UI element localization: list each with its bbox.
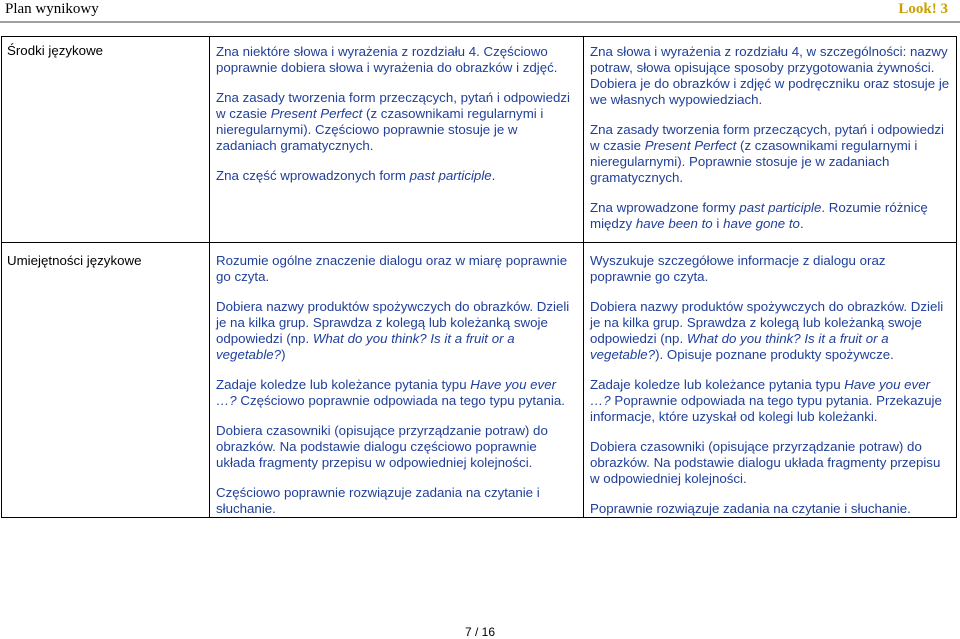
text-run: Częściowo poprawnie odpowiada na tego typu pytania.	[236, 393, 565, 408]
text-run: ). Opisuje poznane produkty spożywcze.	[655, 347, 894, 362]
text-run: )	[281, 347, 286, 362]
requirements-table	[1, 36, 957, 518]
text-run: Dobiera nazwy produktów spożywczych do obrazków. Dzieli je na kilka grup. Sprawdza z kolegą lub koleżanką swoje odpowiedzi (np.	[216, 299, 570, 346]
text-run: Zna niektóre słowa i wyrażenia z rozdziału 4. Częściowo poprawnie dobiera słowa i wyrażenia do obrazków i zdjęć.	[216, 44, 558, 75]
italic-term: Have you ever …?	[216, 377, 557, 408]
text-run: Zna zasady tworzenia form przeczących, pytań i odpowiedzi w czasie	[590, 122, 945, 153]
text-run: Zadaje koledze lub koleżance pytania typu	[590, 377, 845, 392]
italic-term: have gone to	[723, 216, 800, 231]
text-run: Wyszukuje szczegółowe informacje z dialogu oraz poprawnie go czyta.	[590, 253, 886, 284]
italic-term: Present Perfect	[644, 138, 737, 153]
requirement-text	[590, 200, 950, 232]
requirement-text	[590, 299, 950, 363]
requirement-text	[590, 439, 950, 487]
requirement-text	[590, 377, 950, 425]
text-run: i	[712, 216, 724, 231]
page-header	[0, 0, 960, 22]
text-run: Poprawnie odpowiada na tego typu pytania. Przekazuje informacje, które uzyskał od kolegi lub koleżanki.	[590, 393, 942, 424]
cell-extended-requirements	[584, 37, 957, 243]
text-run: Dobiera czasowniki (opisujące przyrządzanie potraw) do obrazków. Na podstawie dialogu układa fragmenty przepisu w odpowiedniej kolejności.	[590, 439, 941, 486]
requirement-text	[590, 253, 950, 285]
text-run: Poprawnie rozwiązuje zadania na czytanie i słuchanie.	[590, 501, 911, 516]
italic-term: past participle	[409, 168, 492, 183]
text-run: (z czasownikami regularnymi i nieregularnymi). Częściowo poprawnie stosuje je w zadaniach gramatycznych.	[216, 106, 544, 153]
text-run: Zadaje koledze lub koleżance pytania typu	[216, 377, 471, 392]
text-run: .	[799, 216, 804, 231]
italic-term: Present Perfect	[270, 106, 363, 121]
text-run: Częściowo poprawnie rozwiązuje zadania na czytanie i słuchanie.	[216, 485, 540, 516]
text-run: Zna wprowadzone formy	[590, 200, 740, 215]
text-run: Dobiera nazwy produktów spożywczych do obrazków. Dzieli je na kilka grup. Sprawdza z kolegą lub koleżanką swoje odpowiedzi (np.	[590, 299, 944, 346]
document-title: Plan wynikowy	[5, 1, 99, 17]
page-number: 7 / 16	[464, 625, 496, 639]
text-run: Zna część wprowadzonych form	[216, 168, 410, 183]
text-run: (z czasownikami regularnymi i nieregularnymi). Poprawnie stosuje je w zadaniach gramatycznych.	[590, 138, 918, 185]
table-row	[2, 243, 957, 518]
table-row	[2, 37, 957, 243]
italic-term: What do you think? Is it a fruit or a vegetable?	[590, 331, 889, 362]
text-run: Dobiera czasowniki (opisujące przyrządzanie potraw) do obrazków. Na podstawie dialogu częściowo poprawnie układa fragmenty przepisu w odpowiedniej kolejności.	[216, 423, 548, 470]
requirement-text	[216, 44, 577, 76]
text-run: Zna zasady tworzenia form przeczących, pytań i odpowiedzi w czasie	[216, 90, 571, 121]
requirement-text	[590, 501, 950, 517]
italic-term: What do you think? Is it a fruit or a vegetable?	[216, 331, 515, 362]
requirement-text	[216, 423, 577, 471]
cell-basic-requirements	[210, 243, 584, 518]
requirement-text	[216, 168, 577, 184]
row-label: Umiejętności językowe	[2, 243, 210, 518]
italic-term: past participle	[739, 200, 822, 215]
requirement-text	[216, 299, 577, 363]
requirement-text	[590, 44, 950, 108]
text-run: .	[491, 168, 496, 183]
cell-basic-requirements	[210, 37, 584, 243]
requirement-text	[216, 377, 577, 409]
cell-extended-requirements	[584, 243, 957, 518]
text-run: Zna słowa i wyrażenia z rozdziału 4, w szczególności: nazwy potraw, słowa opisujące sposoby przygotowania żywności. Dobiera je do obrazków i zdjęć w podręczniku oraz stosuje je we własnych wypowiedziach.	[590, 44, 950, 107]
row-label: Środki językowe	[2, 37, 210, 243]
requirement-text	[216, 253, 577, 285]
italic-term: Have you ever …?	[590, 377, 931, 408]
italic-term: have been to	[635, 216, 713, 231]
text-run: . Rozumie różnicę między	[590, 200, 928, 231]
requirement-text	[216, 485, 577, 517]
text-run: Rozumie ogólne znaczenie dialogu oraz w miarę poprawnie go czyta.	[216, 253, 568, 284]
requirement-text	[216, 90, 577, 154]
requirement-text	[590, 122, 950, 186]
header-divider	[0, 21, 960, 23]
book-title: Look! 3	[898, 1, 948, 17]
